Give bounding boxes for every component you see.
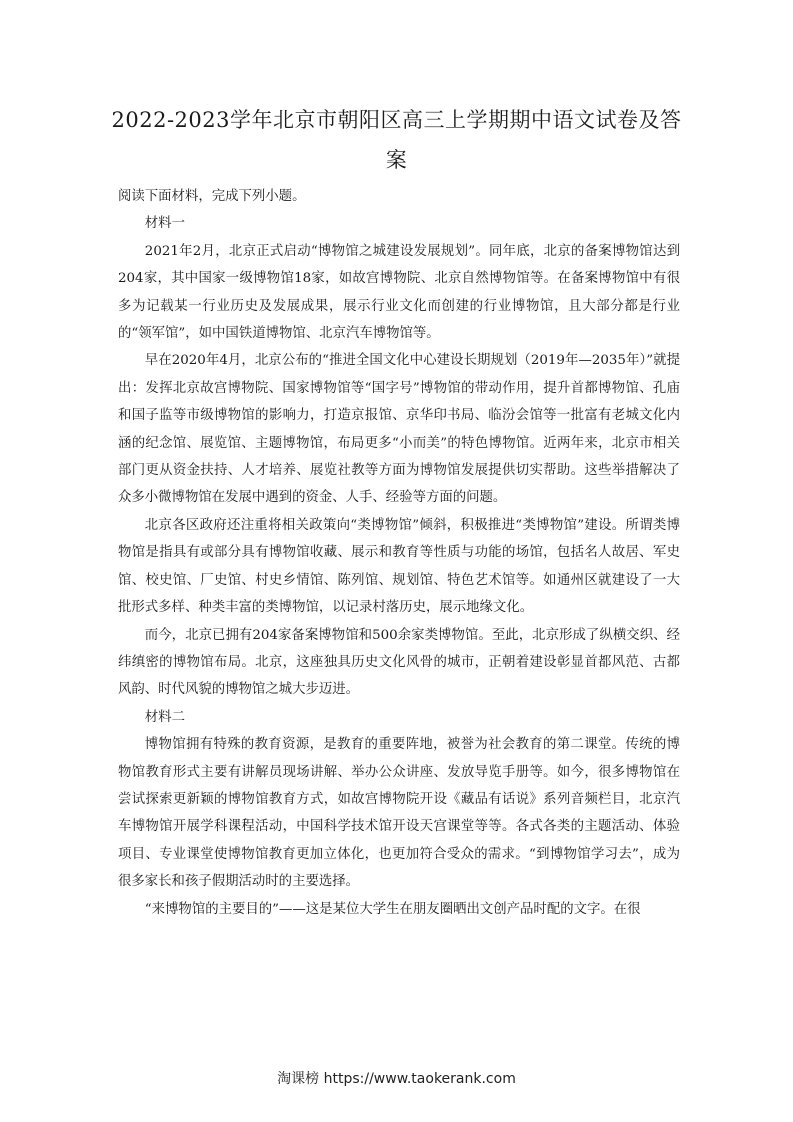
document-body: [118, 183, 680, 923]
paragraph: 早在2020年4月，北京公布的“推进全国文化中心建设长期规划（2019年—2035年）”就提出：发挥北京故宫博物院、国家博物馆等“国字号”博物馆的带动作用，提升首都博物馆、孔庙和国子监等市级博物馆的影响力，打造京报馆、京华印书局、临汾会馆等一批富有老城文化内涵的纪念馆、展览馆、主题博物馆，布局更多“小而美”的特色博物馆。近两年来，北京市相关部门更从资金扶持、人才培养、展览社教等方面为博物馆发展提供切实帮助。这些举措解决了众多小微博物馆在发展中遇到的资金、人手、经验等方面的问题。: [118, 353, 680, 506]
paragraph: 2021年2月，北京正式启动“博物馆之城建设发展规划”。同年底，北京的备案博物馆达到204家，其中国家一级博物馆18家，如故宫博物院、北京自然博物馆等。在备案博物馆中有很多为记载某一行业历史及发展成果，展示行业文化而创建的行业博物馆，且大部分都是行业的“领军馆”，如中国铁道博物馆、北京汽车博物馆等。: [118, 243, 680, 342]
paragraph: “来博物馆的主要目的”——这是某位大学生在朋友圈晒出文创产品时配的文字。在很: [144, 901, 641, 917]
material1-heading: 材料一: [144, 216, 185, 232]
footer-watermark: 淘课榜 https://www.taokerank.com: [277, 1071, 516, 1087]
material2-heading: 材料二: [144, 709, 185, 725]
document-title: 2022-2023学年北京市朝阳区高三上学期期中语文试卷及答案: [111, 108, 682, 172]
paragraph: 而今，北京已拥有204家备案博物馆和500余家类博物馆。至此，北京形成了纵横交织、经纬缜密的博物馆布局。北京，这座独具历史文化风骨的城市，正朝着建设彰显首都风范、古都风韵、时代风貌的博物馆之城大步迈进。: [118, 627, 680, 698]
instruction-text: 阅读下面材料，完成下列小题。: [118, 189, 306, 204]
paragraph: 博物馆拥有特殊的教育资源，是教育的重要阵地，被誉为社会教育的第二课堂。传统的博物馆教育形式主要有讲解员现场讲解、举办公众讲座、发放导览手册等。如今，很多博物馆在尝试探索更新颖的博物馆教育方式，如故宫博物院开设《藏品有话说》系列音频栏目，北京汽车博物馆开展学科课程活动，中国科学技术馆开设天宫课堂等等。各式各类的主题活动、体验项目、专业课堂使博物馆教育更加立体化，也更加符合受众的需求。“到博物馆学习去”，成为很多家长和孩子假期活动时的主要选择。: [118, 737, 680, 890]
paragraph: 北京各区政府还注重将相关政策向“类博物馆”倾斜，积极推进“类博物馆”建设。所谓类博物馆是指具有或部分具有博物馆收藏、展示和教育等性质与功能的场馆，包括名人故居、军史馆、校史馆、厂史馆、村史乡情馆、陈列馆、规划馆、特色艺术馆等。如通州区就建设了一大批形式多样、种类丰富的类博物馆，以记录村落历史，展示地缘文化。: [118, 517, 680, 616]
